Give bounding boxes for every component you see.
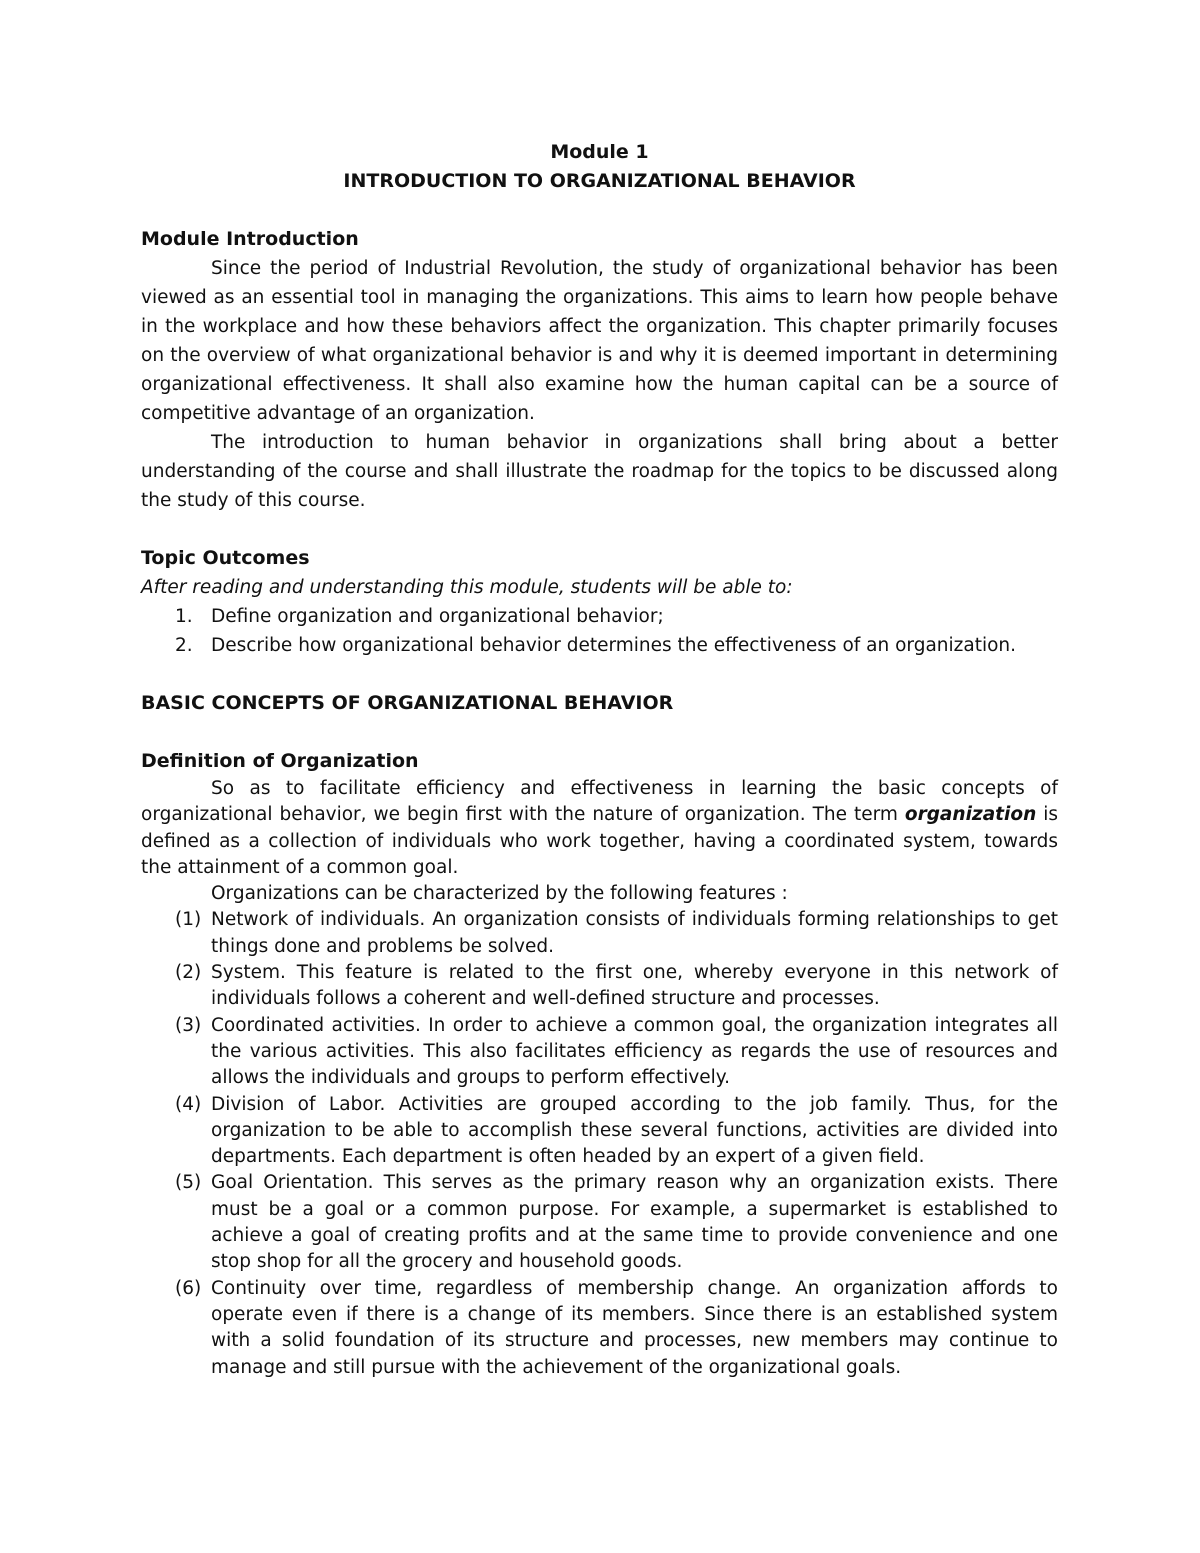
list-item — [141, 602, 1058, 631]
definition-heading: Definition of Organization — [141, 750, 419, 772]
list-item-number: (5) — [175, 1172, 202, 1194]
module-number: Module 1 — [550, 141, 649, 163]
list-item-text: Network of individuals. An organization consists of individuals forming relationships to get things done and problems be solved. — [211, 909, 1058, 957]
list-item — [141, 1170, 1058, 1275]
topic-outcomes-list — [141, 602, 1058, 660]
list-item-number: 1. — [175, 606, 193, 627]
list-item-text: System. This feature is related to the first one, whereby everyone in this network of individuals follows a coherent and well-defined structure and processes. — [211, 962, 1058, 1010]
features-lead: Organizations can be characterized by the following features : — [211, 883, 788, 905]
list-item-number: (2) — [175, 962, 202, 984]
list-item — [141, 631, 1058, 660]
list-item-number: (6) — [175, 1277, 202, 1299]
module-introduction-paragraph-1: Since the period of Industrial Revolution, the study of organizational behavior has been viewed as an essential tool in managing the organizations. This aims to learn how people behave in the workplace and how these behaviors affect the organization. This chapter primarily focuses on the overview of what organizational behavior is and why it is deemed important in determining organizational effectiveness. It shall also examine how the human capital can be a source of competitive advantage of an organization. — [141, 258, 1058, 424]
module-introduction-section — [141, 225, 1058, 515]
list-item-text: Continuity over time, regardless of membership change. An organization affords to operate even if there is a change of its members. Since there is an established system with a solid foundation of its structure and processes, new members may continue to manage and still pursue with the achievement of the organizational goals. — [211, 1277, 1058, 1378]
list-item-text: Describe how organizational behavior determines the effectiveness of an organization. — [211, 635, 1017, 656]
spacer — [141, 515, 1058, 544]
module-introduction-heading: Module Introduction — [141, 228, 359, 250]
basic-concepts-heading: BASIC CONCEPTS OF ORGANIZATIONAL BEHAVIOR — [141, 692, 674, 714]
topic-outcomes-heading: Topic Outcomes — [141, 547, 310, 569]
list-item-text: Goal Orientation. This serves as the primary reason why an organization exists. There must be a goal or a common purpose. For example, a supermarket is established to achieve a goal of creating profits and at the same time to provide convenience and one stop shop for all the grocery and household goods. — [211, 1172, 1058, 1273]
definition-text-after: is defined as a collection of individuals who work together, having a coordinated system, towards the attainment of a common goal. — [141, 804, 1058, 878]
definition-section — [141, 747, 1058, 1381]
list-item — [141, 1013, 1058, 1092]
topic-outcomes-section — [141, 544, 1058, 660]
page-title: INTRODUCTION TO ORGANIZATIONAL BEHAVIOR — [343, 170, 856, 192]
list-item-number: 2. — [175, 635, 193, 656]
list-item-number: (3) — [175, 1014, 202, 1036]
definition-paragraph — [141, 776, 1058, 881]
list-item — [141, 907, 1058, 960]
definition-term: organization — [904, 804, 1037, 826]
list-item — [141, 1092, 1058, 1171]
module-introduction-paragraph-2: The introduction to human behavior in organizations shall bring about a better understanding of the course and shall illustrate the roadmap for the topics to be discussed along the study of this course. — [141, 432, 1058, 511]
definition-text-before: So as to facilitate efficiency and effectiveness in learning the basic concepts of organizational behavior, we begin first with the nature of organization. The term — [141, 778, 1058, 826]
features-list — [141, 907, 1058, 1380]
topic-outcomes-intro: After reading and understanding this module, students will be able to: — [141, 577, 793, 598]
list-item — [141, 960, 1058, 1013]
list-item-text: Define organization and organizational behavior; — [211, 606, 664, 627]
list-item-text: Division of Labor. Activities are grouped according to the job family. Thus, for the organization to be able to accomplish these several functions, activities are divided into departments. Each department is often headed by an expert of a given field. — [211, 1093, 1058, 1168]
list-item-number: (1) — [175, 909, 202, 931]
list-item-number: (4) — [175, 1093, 202, 1115]
list-item — [141, 1276, 1058, 1381]
list-item-text: Coordinated activities. In order to achieve a common goal, the organization integrates all the various activities. This also facilitates efficiency as regards the use of resources and allows the individuals and groups to perform effectively. — [211, 1014, 1058, 1089]
document-page — [141, 138, 1058, 1381]
